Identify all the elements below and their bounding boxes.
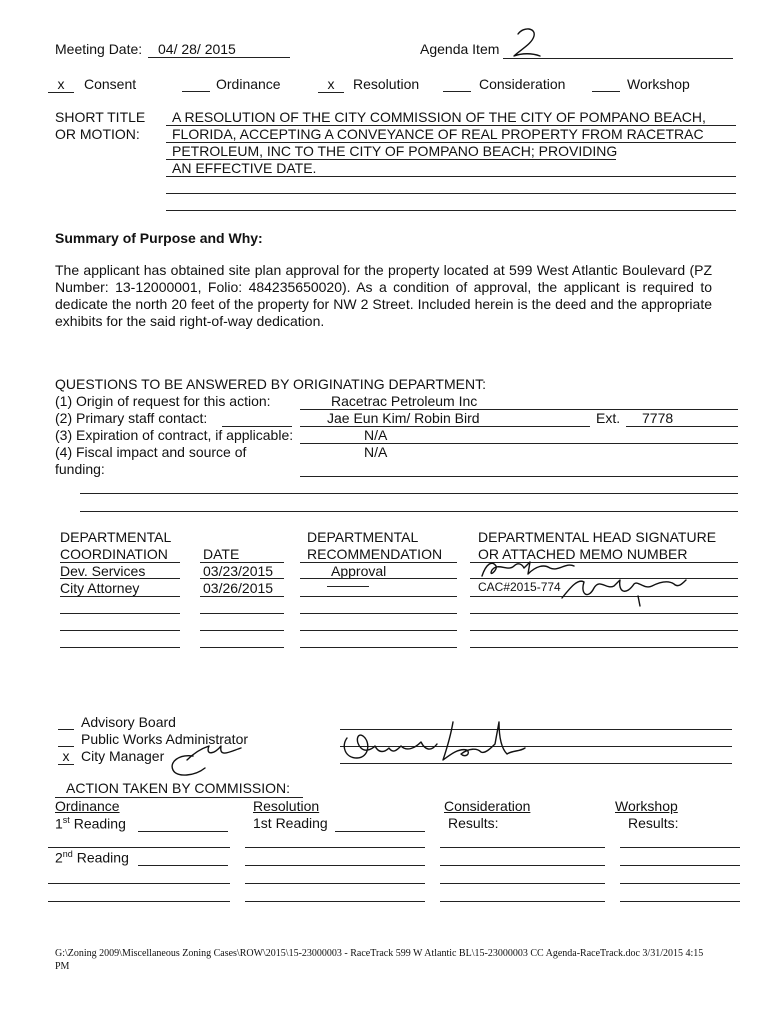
workshop-mark[interactable] (592, 76, 620, 92)
resolution-first-reading: 1st Reading (253, 815, 328, 831)
ordinance-label: Ordinance (216, 76, 281, 92)
action-consideration-label: Consideration (444, 798, 531, 814)
consent-mark[interactable]: x (48, 76, 74, 93)
coord-row-1-rec: Approval (331, 563, 387, 579)
summary-heading: Summary of Purpose and Why: (55, 230, 263, 246)
advisory-board-mark[interactable] (58, 714, 74, 730)
short-title-line-2: FLORIDA, ACCEPTING A CONVEYANCE OF REAL PROPERTY FROM RACETRAC (172, 126, 704, 142)
consideration-mark[interactable] (443, 76, 471, 92)
coord-row-2-rec: ——— (327, 577, 369, 593)
ordinance-first-reading-number: 1 (55, 815, 63, 832)
question-2: (2) Primary staff contact: (55, 410, 208, 426)
coord-row-2-dept: City Attorney (60, 580, 140, 596)
meeting-date-label: Meeting Date: (55, 41, 143, 57)
consideration-label: Consideration (479, 76, 566, 92)
signature-heading-1: DEPARTMENTAL HEAD SIGNATURE (478, 529, 717, 545)
coord-row-1-dept: Dev. Services (60, 563, 146, 579)
questions-heading: QUESTIONS TO BE ANSWERED BY ORIGINATING DEPARTMENT: (55, 376, 486, 392)
footer-file-path: G:\Zoning 2009\Miscellaneous Zoning Cases\ROW\2015\15-23000003 - RaceTrack 599 W Atlantic BL\15-23000003 CC Agenda-RaceTrack.doc 3/31/2015 4:15 (55, 948, 704, 959)
answer-1: Racetrac Petroleum Inc (331, 393, 478, 409)
short-title-line-1: A RESOLUTION OF THE CITY COMMISSION OF THE CITY OF POMPANO BEACH, (172, 109, 706, 125)
signature-heading-2: OR ATTACHED MEMO NUMBER (478, 546, 688, 562)
ordinance-second-reading-number: 2 (55, 849, 63, 866)
ordinance-second-reading-label: Reading (72, 849, 129, 866)
dept-head-signature-2 (560, 570, 690, 610)
recommendation-heading-1: DEPARTMENTAL (307, 529, 419, 545)
city-manager-initials (165, 738, 245, 780)
ordinance-first-reading-label: Reading (69, 815, 126, 832)
workshop-label: Workshop (627, 76, 690, 92)
coord-row-2-date: 03/26/2015 (203, 580, 274, 596)
question-4: (4) Fiscal impact and source of (55, 444, 247, 460)
public-works-label: Public Works Administrator (81, 731, 249, 747)
question-3: (3) Expiration of contract, if applicable: (55, 427, 294, 443)
ordinance-second-reading (55, 849, 129, 866)
answer-4: N/A (364, 444, 388, 460)
action-ordinance-label: Ordinance (55, 798, 120, 814)
action-resolution-label: Resolution (253, 798, 320, 814)
question-1: (1) Origin of request for this action: (55, 393, 271, 409)
consideration-results: Results: (448, 815, 499, 831)
answer-3: N/A (364, 427, 388, 443)
coord-row-2-memo: CAC#2015-774 (478, 580, 561, 594)
short-title-line-4: AN EFFECTIVE DATE. (172, 160, 317, 176)
short-title-line-3: PETROLEUM, INC TO THE CITY OF POMPANO BEACH; PROVIDING (172, 143, 618, 159)
short-title-label: SHORT TITLE (55, 109, 146, 125)
meeting-date-value: 04/ 28/ 2015 (148, 41, 290, 58)
ordinance-mark[interactable] (182, 76, 210, 92)
resolution-mark[interactable]: x (318, 76, 344, 93)
agenda-item-handwriting (506, 26, 546, 62)
date-heading: DATE (203, 546, 240, 562)
city-manager-label: City Manager (81, 748, 165, 764)
city-manager-signature (335, 718, 535, 768)
workshop-results: Results: (628, 815, 679, 831)
coord-row-1-date: 03/23/2015 (203, 563, 274, 579)
or-motion-label: OR MOTION: (55, 126, 140, 142)
coordination-heading-1: DEPARTMENTAL (60, 529, 172, 545)
consent-label: Consent (84, 76, 137, 92)
ordinance-first-reading-sup: st (62, 815, 70, 825)
footer-file-path-cont: PM (55, 961, 70, 972)
ordinance-first-reading (55, 815, 126, 832)
public-works-mark[interactable] (58, 731, 74, 747)
ext-label: Ext. (596, 410, 621, 426)
ext-value: 7778 (626, 410, 738, 427)
city-manager-mark[interactable]: x (58, 748, 74, 765)
summary-text: The applicant has obtained site plan approval for the property located at 599 West Atlantic Boulevard (PZ Number: 13-12000001, Folio: 484235650020). As a condition of approval, the applicant is required to dedicate the north 20 feet of the property for NW 2 Street. Included herein is the deed and the appropriate exhibits for the said right-of-way dedication. (55, 262, 712, 329)
question-4-cont: funding: (55, 461, 105, 477)
agenda-item-label: Agenda Item (420, 41, 500, 57)
ordinance-second-reading-sup: nd (62, 849, 73, 859)
recommendation-heading-2: RECOMMENDATION (307, 546, 443, 562)
action-workshop-label: Workshop (615, 798, 678, 814)
coordination-heading-2: COORDINATION (60, 546, 168, 562)
resolution-label: Resolution (353, 76, 420, 92)
advisory-board-label: Advisory Board (81, 714, 176, 730)
action-heading: ACTION TAKEN BY COMMISSION: (66, 780, 291, 796)
answer-2: Jae Eun Kim/ Robin Bird (327, 410, 480, 426)
